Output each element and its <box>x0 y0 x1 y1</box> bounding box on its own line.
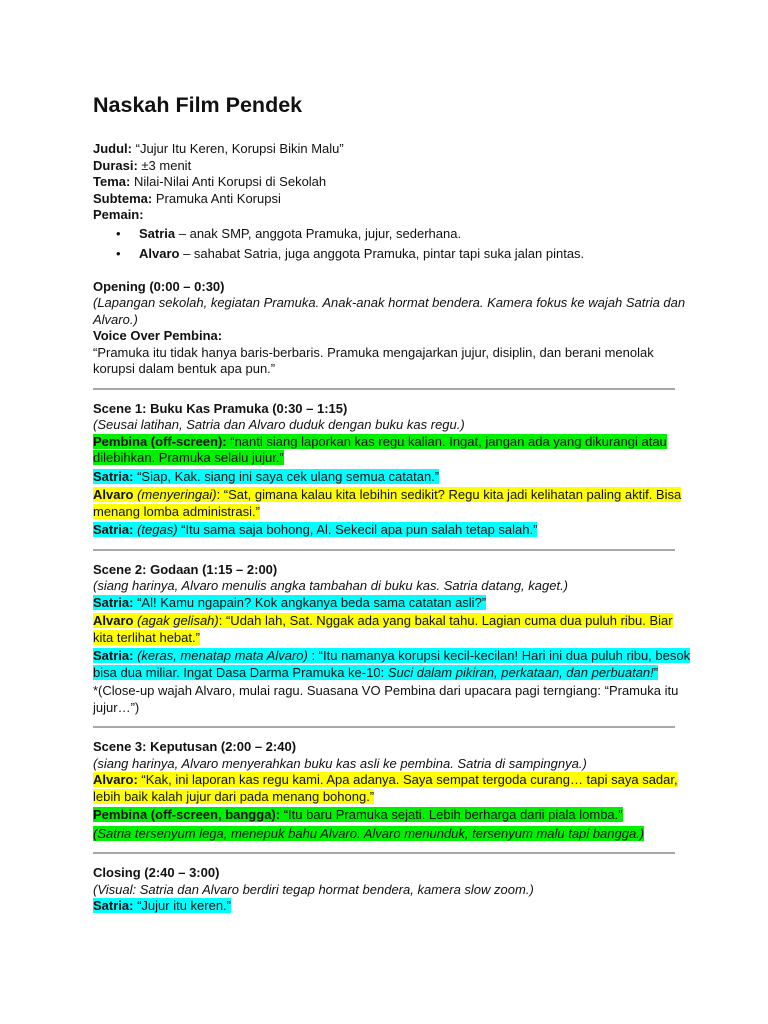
dialogue-text: : “Itu namanya korupsi kecil-kecilan! Hari ini dua puluh ribu, besok bisa dua miliar. Ingat Dasa Darma Pramuka ke-10: <box>93 648 691 680</box>
meta-judul-value: “Jujur Itu Keren, Korupsi Bikin Malu” <box>132 141 344 156</box>
quote-end: ” <box>653 664 659 680</box>
section-divider <box>93 388 675 390</box>
dialogue-line <box>93 434 693 467</box>
dialogue-highlight <box>93 595 486 610</box>
scene3-direction: (siang harinya, Alvaro menyerahkan buku kas asli ke pembina. Satria di sampingnya.) <box>93 755 587 771</box>
dialogue-line <box>93 826 693 843</box>
speaker-name: Satria: <box>93 468 134 484</box>
dialogue-highlight <box>93 469 439 484</box>
cast-name: Alvaro <box>139 246 180 261</box>
dialogue-text: “Siap, Kak. siang ini saya cek ulang semua catatan.” <box>133 468 440 484</box>
meta-durasi-value: ±3 menit <box>137 157 192 173</box>
scene2-closeup: *(Close-up wajah Alvaro, mulai ragu. Suasana VO Pembina dari upacara pagi terngiang: “Pramuka itu jujur…”) <box>93 683 679 715</box>
section-closing <box>93 865 693 915</box>
dialogue-highlight <box>93 772 678 804</box>
dialogue-highlight <box>93 648 690 680</box>
dialogue-line <box>93 807 693 824</box>
document-title: Naskah Film Pendek <box>93 93 303 117</box>
dialogue-line <box>93 772 693 805</box>
dialogue-text: “Jujur itu keren.” <box>133 898 232 913</box>
dialogue-line <box>93 522 693 539</box>
meta-judul <box>93 141 693 158</box>
cast-list <box>93 226 693 263</box>
section-divider <box>93 726 675 728</box>
dasa-darma-quote: Suci dalam pikiran, perkataan, dan perbuatan! <box>387 664 654 680</box>
speaker-name: Pembina (off-screen, bangga): <box>93 807 281 822</box>
dialogue-text: “Al! Kamu ngapain? Kok angkanya beda sama catatan asli?” <box>133 594 487 610</box>
list-item <box>139 226 693 243</box>
speaker-name: Alvaro: <box>93 772 138 787</box>
dialogue-highlight <box>93 434 667 466</box>
dialogue-highlight <box>93 522 537 537</box>
dialogue-text: “Kak, ini laporan kas regu kami. Apa adanya. Saya sempat tergoda curang… tapi saya sadar, lebih baik kalah jujur dari pada menang bohong.” <box>93 772 678 804</box>
dialogue-text: “Itu sama saja bohong, Al. Sekecil apa pun salah tetap salah.” <box>177 522 538 537</box>
scene1-title: Scene 1: Buku Kas Pramuka (0:30 – 1:15) <box>93 400 348 416</box>
speaker-name: Alvaro <box>93 613 134 628</box>
meta-subtema <box>93 191 693 208</box>
section-divider <box>93 549 675 551</box>
section-scene-1 <box>93 401 693 539</box>
dialogue-line <box>93 487 693 520</box>
dialogue-line <box>93 648 693 681</box>
speaker-name: Satria: <box>93 522 134 537</box>
speaker-name: Alvaro <box>93 487 134 502</box>
dialogue-line <box>93 469 693 486</box>
closing-title: Closing (2:40 – 3:00) <box>93 865 220 880</box>
dialogue-highlight <box>93 613 673 645</box>
speaker-name: Pembina (off-screen): <box>93 433 227 449</box>
scene3-title: Scene 3: Keputusan (2:00 – 2:40) <box>93 739 297 754</box>
stage-note: (menyeringai) <box>133 487 217 502</box>
stage-direction-highlight: (Satria tersenyum lega, menepuk bahu Alvaro. Alvaro menunduk, tersenyum malu tapi bangga.) <box>93 825 645 841</box>
opening-vo-label: Voice Over Pembina: <box>93 328 223 343</box>
scene2-direction: (siang harinya, Alvaro menulis angka tambahan di buku kas. Satria datang, kaget.) <box>93 578 569 593</box>
stage-note: (agak gelisah) <box>133 613 219 628</box>
meta-tema <box>93 174 693 191</box>
dialogue-text: : “Udah lah, Sat. Nggak ada yang bakal tahu. Lagian cuma dua puluh ribu. Biar kita terlihat hebat.” <box>93 613 673 645</box>
meta-subtema-value: Pramuka Anti Korupsi <box>152 190 281 206</box>
section-scene-2 <box>93 562 693 717</box>
section-opening <box>93 279 693 378</box>
meta-judul-label: Judul: <box>93 141 132 156</box>
closing-direction: (Visual: Satria dan Alvaro berdiri tegap hormat bendera, kamera slow zoom.) <box>93 881 534 897</box>
dialogue-line <box>93 898 693 915</box>
dialogue-highlight <box>93 807 623 822</box>
speaker-name: Satria: <box>93 594 134 610</box>
dialogue-line <box>93 613 693 646</box>
dialogue-highlight <box>93 487 681 519</box>
meta-pemain-label: Pemain: <box>93 207 144 222</box>
list-item <box>139 246 693 263</box>
cast-desc: – anak SMP, anggota Pramuka, jujur, sederhana. <box>175 225 462 241</box>
opening-title: Opening (0:00 – 0:30) <box>93 278 225 294</box>
cast-name: Satria <box>139 225 176 241</box>
speaker-name: Satria: <box>93 648 134 663</box>
scene1-direction: (Seusai latihan, Satria dan Alvaro duduk dengan buku kas regu.) <box>93 417 465 432</box>
dialogue-text: “Itu baru Pramuka sejati. Lebih berharga darii piala lomba.” <box>280 807 623 822</box>
dialogue-text: : “Sat, gimana kalau kita lebihin sedikit? Regu kita jadi kelihatan paling aktif. Bisa menang lomba administrasi.” <box>93 487 682 519</box>
dialogue-text: “nanti siang laporkan kas regu kalian. Ingat, jangan ada yang dikurangi atau dilebihkan. Pramuka selalu jujur.” <box>93 433 667 465</box>
opening-direction: (Lapangan sekolah, kegiatan Pramuka. Anak-anak hormat bendera. Kamera fokus ke wajah Satria dan Alvaro.) <box>93 295 686 327</box>
meta-durasi <box>93 158 693 175</box>
cast-desc: – sahabat Satria, juga anggota Pramuka, pintar tapi suka jalan pintas. <box>179 246 585 261</box>
stage-note: (tegas) <box>133 522 178 537</box>
section-divider <box>93 852 675 854</box>
section-scene-3 <box>93 739 693 842</box>
stage-note: (keras, menatap mata Alvaro) <box>133 648 308 663</box>
opening-vo-text: “Pramuka itu tidak hanya baris-berbaris. Pramuka mengajarkan jujur, disiplin, dan berani menolak korupsi dalam bentuk apa pun.” <box>93 344 654 376</box>
meta-durasi-label: Durasi: <box>93 157 138 173</box>
meta-subtema-label: Subtema: <box>93 190 153 206</box>
meta-tema-label: Tema: <box>93 174 131 189</box>
meta-tema-value: Nilai-Nilai Anti Korupsi di Sekolah <box>130 174 327 189</box>
meta-block <box>93 141 693 263</box>
speaker-name: Satria: <box>93 898 134 913</box>
scene2-title: Scene 2: Godaan (1:15 – 2:00) <box>93 561 278 577</box>
dialogue-line <box>93 595 693 612</box>
dialogue-highlight <box>93 898 231 913</box>
